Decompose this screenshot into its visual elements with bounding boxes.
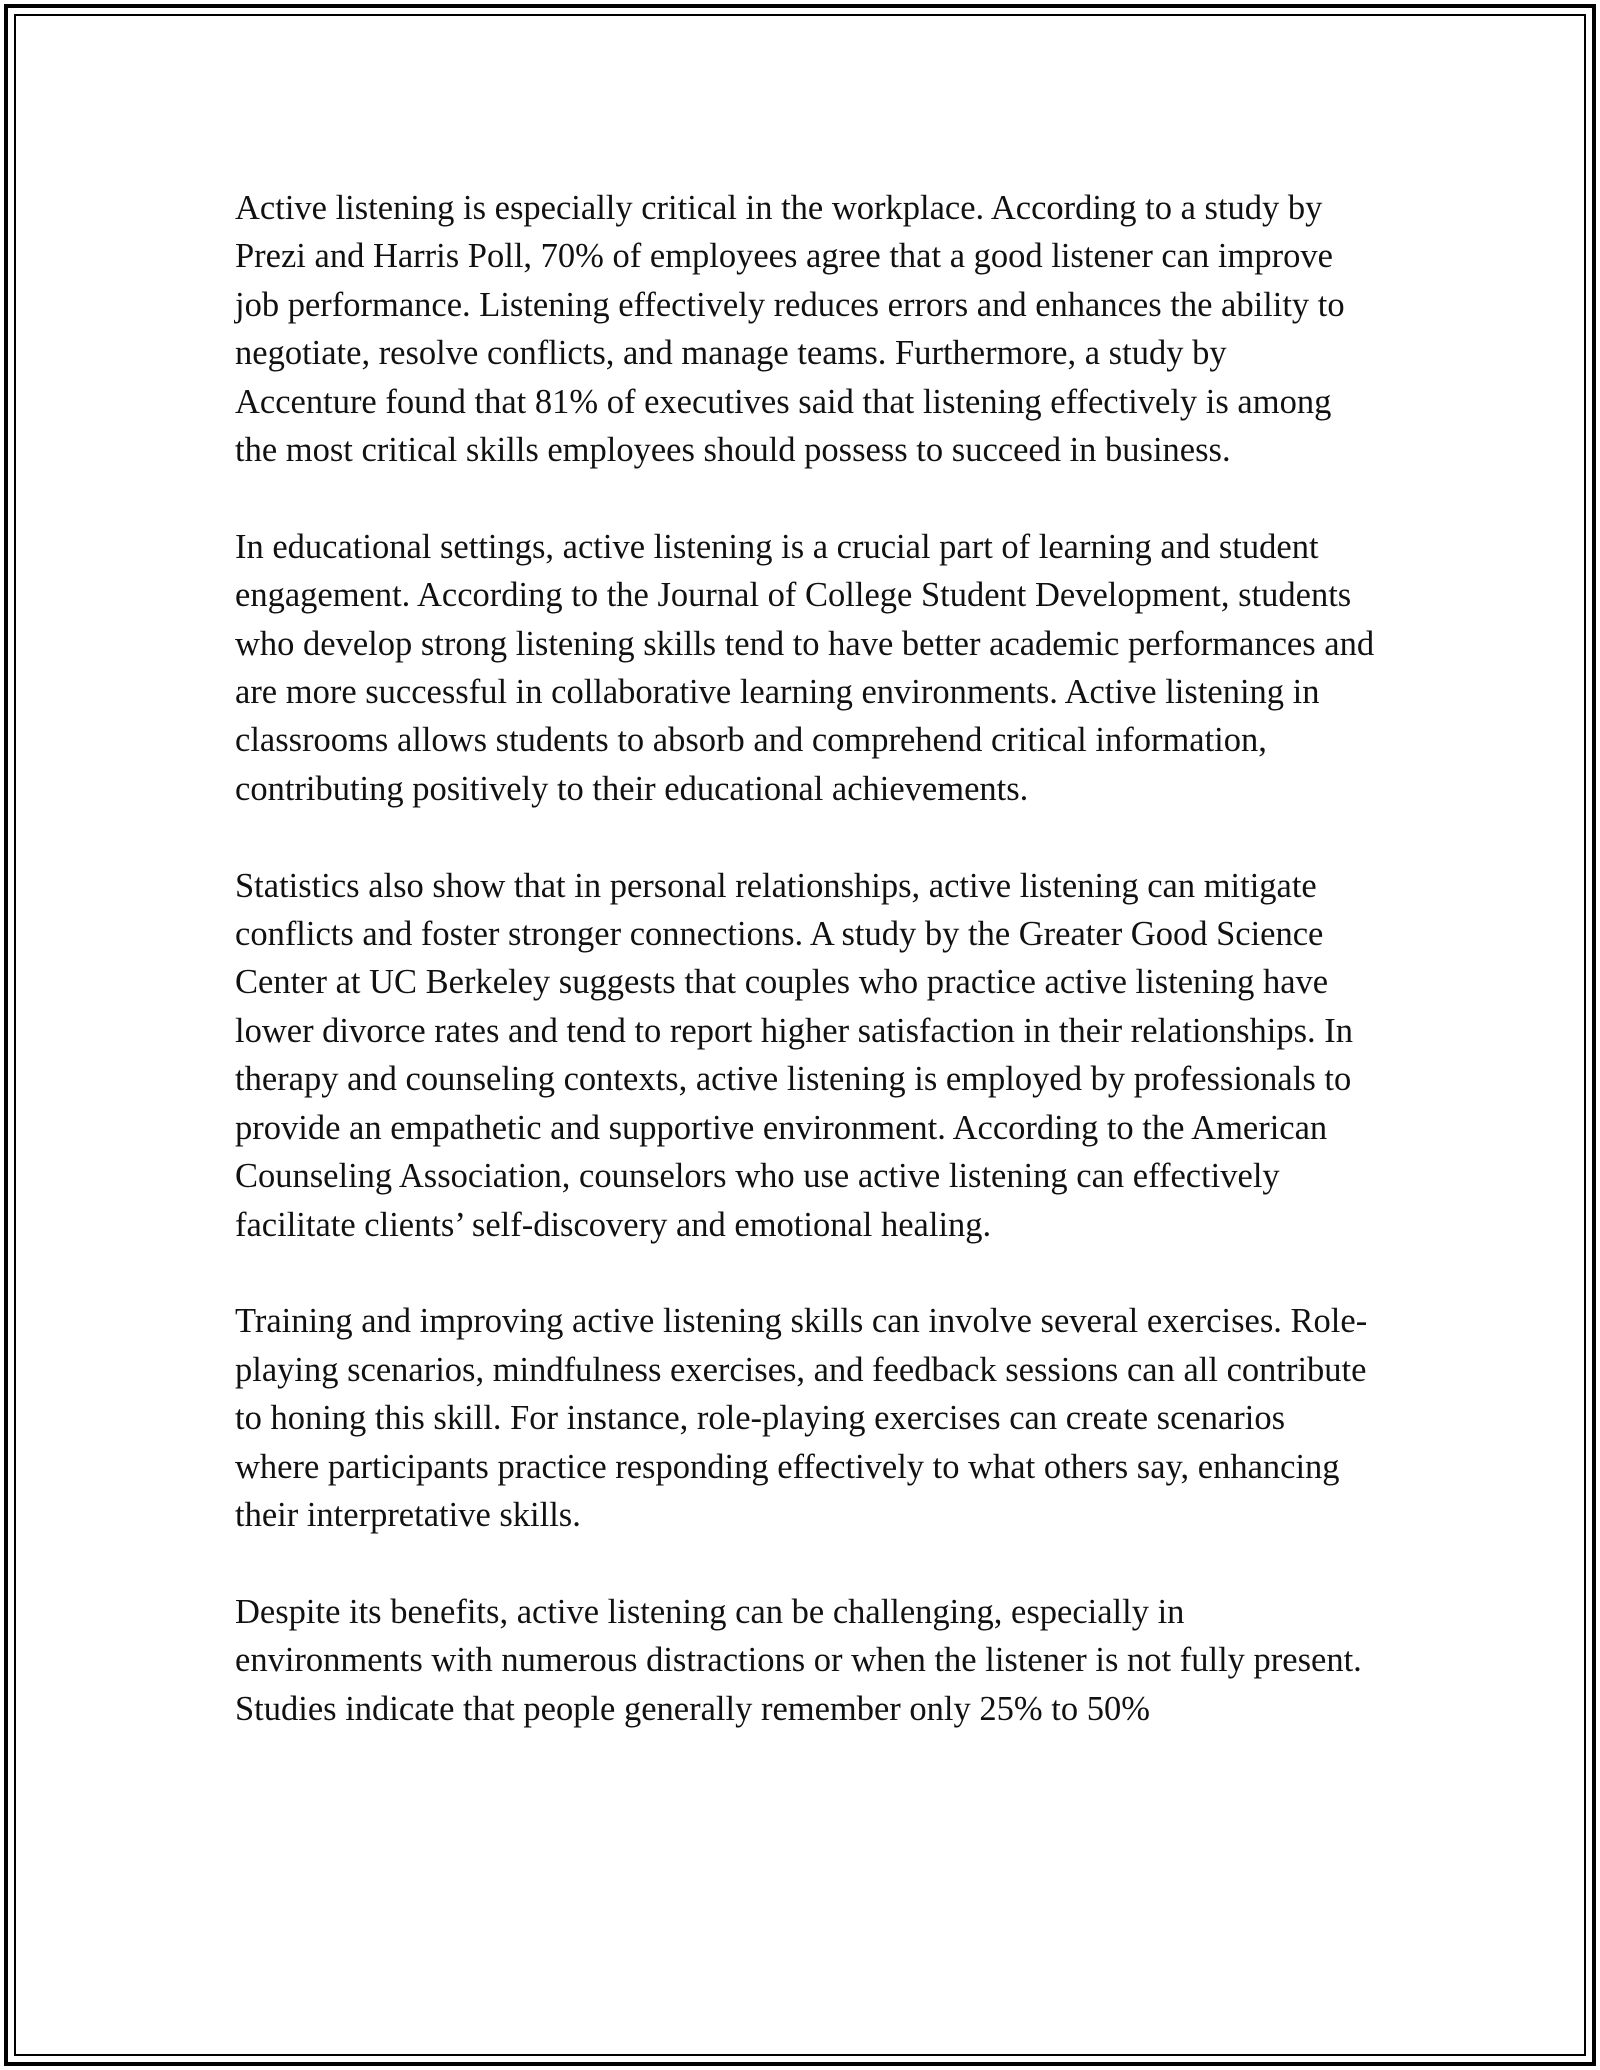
paragraph-workplace: Active listening is especially critical in the workplace. According to a study by Prezi and Harris Poll, 70% of employees agree that a good listener can improve job performance. Listening effectively reduces errors and enhances the ability to negotiate, resolve conflicts, and manage teams. Furthermore, a study by Accenture found that 81% of executives said that listening effectively is among the most critical skills employees should possess to succeed in business. — [235, 189, 1345, 470]
paragraph-relationships: Statistics also show that in personal relationships, active listening can mitigate conflicts and foster stronger connections. A study by the Greater Good Science Center at UC Berkeley suggests that couples who practice active listening have lower divorce rates and tend to report higher satisfaction in their relationships. In therapy and counseling contexts, active listening is employed by professionals to provide an empathetic and supportive environment. According to the American Counseling Association, counselors who use active listening can effectively facilitate clients’ self-discovery and emotional healing. — [235, 866, 1354, 1244]
paragraph-education: In educational settings, active listening is a crucial part of learning and student engagement. According to the Journal of College Student Development, students who develop strong listening skills tend to have better academic performances and are more successful in collaborative learning environments. Active listening in classrooms allows students to absorb and comprehend critical information, contributing positively to their educational achievements. — [235, 527, 1375, 808]
paragraph-training: Training and improving active listening skills can involve several exercises. Role-playing scenarios, mindfulness exercises, and feedback sessions can all contribute to honing this skill. For instance, role-playing exercises can create scenarios where participants practice responding effectively to what others say, enhancing their interpretative skills. — [235, 1302, 1368, 1534]
paragraph-challenges: Despite its benefits, active listening can be challenging, especially in environments with numerous distractions or when the listener is not fully present. Studies indicate that people generally remember only 25% to 50% — [235, 1592, 1362, 1728]
document-body — [235, 184, 1375, 1781]
